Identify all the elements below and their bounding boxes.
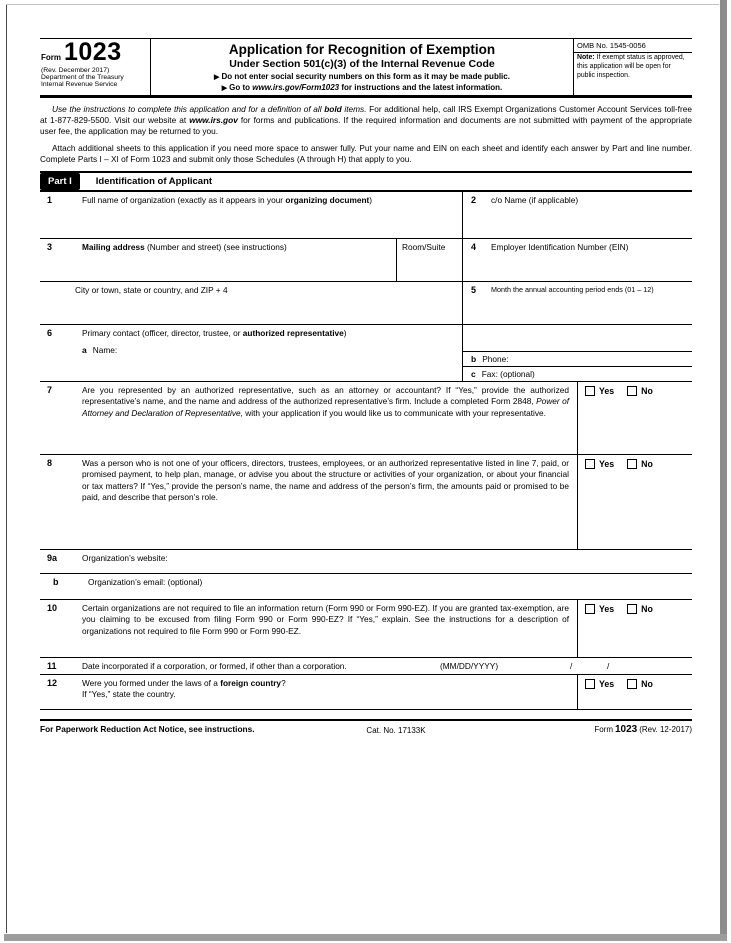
row-line9b (40, 574, 692, 600)
line7-yes-checkbox[interactable] (585, 386, 595, 396)
room-suite-input-area[interactable] (402, 253, 462, 281)
row-line8 (40, 455, 692, 550)
department-line-1: Department of the Treasury (41, 73, 124, 81)
line8-no-label: No (641, 459, 653, 470)
line9a-label: Organization’s website: (82, 553, 168, 564)
line7-question: Are you represented by an authorized representative, such as an attorney or accountant? If “Yes,” provide the authorized representative’s name, and the name and address of the authorized representative’s firm. Include a completed Form 2848, Power of Attorney and Declaration of Representative, with your application if you would like us to communicate with your representative. (82, 385, 569, 418)
email-input-area[interactable] (202, 574, 692, 599)
line5-number: 5 (471, 285, 477, 296)
city-cell (40, 282, 463, 324)
city-label: City or town, state or country, and ZIP + 4 (75, 285, 228, 296)
line6c-fax-cell (463, 366, 692, 381)
department-line-2: Internal Revenue Service (41, 80, 118, 88)
line10-number: 10 (47, 603, 58, 614)
co-name-input-area[interactable] (491, 206, 692, 238)
line8-no-checkbox[interactable] (627, 459, 637, 469)
date-format-label: (MM/DD/YYYY) (440, 661, 499, 672)
line6b-phone-cell (463, 351, 692, 366)
footer-form-number: 1023 (614, 724, 638, 736)
line10-yes-label: Yes (599, 604, 615, 615)
line12-no-checkbox[interactable] (627, 679, 637, 689)
line8-number: 8 (47, 458, 53, 469)
form-revision: (Rev. December 2017) (41, 66, 110, 74)
contact-name-input-area[interactable] (82, 356, 462, 381)
form-content (40, 38, 692, 735)
public-inspection-note (574, 53, 692, 82)
row-line12 (40, 675, 692, 710)
part1-header-bar (40, 171, 692, 192)
line6-label: Primary contact (officer, director, trustee, or authorized representative) (82, 328, 347, 339)
form1023-url: www.irs.gov/Form1023 (252, 83, 340, 92)
line6a-label: a Name: (82, 344, 118, 355)
footer-revision: (Rev. 12-2017) (639, 725, 692, 735)
line8-question: Was a person who is not one of your officers, directors, trustees, employees, or an authorized representative listed in line 7, paid, or promised payment, to help plan, manage, or advise you about the structure or activities of your organization, or about your financial or tax matters? If “Yes,” provide the person’s name, the name and address of the person’s firm, the amounts paid or promised to be paid, and describe that person’s role. (82, 458, 569, 502)
line12-question-line1: Were you formed under the laws of a foreign country? (82, 678, 286, 689)
line10-no-label: No (641, 604, 653, 615)
part1-label: Part I (40, 173, 80, 190)
intro-p1-italic-end: items. (341, 104, 367, 114)
line4-label: Employer Identification Number (EIN) (491, 242, 629, 253)
line11-number: 11 (47, 661, 57, 672)
line12-yes-label: Yes (599, 679, 615, 690)
ein-input-area[interactable] (491, 253, 692, 281)
goto-instructions-notice (157, 83, 567, 92)
intro-p1-text-end: for forms and publications. If the required information and documents are not submitted with payment of the appropriate user fee, the application may be returned to you. (40, 115, 692, 137)
row-lines-3-4 (40, 239, 692, 282)
intro-p1-bold-word: bold (324, 104, 342, 114)
instructions-intro (40, 98, 692, 165)
line12-no-label: No (641, 679, 653, 690)
note-label: Note: (577, 54, 595, 61)
goto-text-pre: Go to (229, 83, 253, 92)
line1-cell (40, 192, 463, 238)
city-state-zip-input-area[interactable] (75, 296, 462, 324)
scan-edge-left (6, 4, 7, 933)
website-input-area[interactable] (168, 550, 692, 573)
date-incorporated-input-area[interactable] (347, 658, 692, 674)
line7-italic-title: Power of Attorney and Declaration of Representative, (82, 396, 569, 418)
row-city-line5 (40, 282, 692, 325)
line7-number: 7 (47, 385, 53, 396)
form-word: Form (41, 52, 61, 62)
row-line9a (40, 550, 692, 574)
line12-question-line2: If “Yes,” state the country. (82, 689, 176, 700)
line6-number: 6 (47, 328, 53, 339)
form-subtitle: Under Section 501(c)(3) of the Internal Revenue Code (229, 58, 495, 70)
row-line7 (40, 382, 692, 455)
line6c-label: Fax: (optional) (481, 369, 535, 380)
line8-yes-checkbox[interactable] (585, 459, 595, 469)
scan-edge-top (6, 4, 719, 5)
part1-title: Identification of Applicant (95, 176, 213, 188)
line6-cell (40, 325, 463, 381)
line7-yes-label: Yes (599, 386, 615, 397)
line1-number: 1 (47, 195, 53, 206)
line3-cell (40, 239, 463, 281)
intro-p1-text: For additional help, call IRS Exempt Organizations Customer Account Services toll-free at 1-877-829-5500. Visit our website at (40, 104, 692, 126)
line7-yesno-cell (577, 382, 692, 454)
line6-right-blank (463, 325, 692, 351)
line6c-number: c (471, 369, 476, 380)
line6b-number: b (471, 354, 477, 365)
mailing-address-cell (40, 239, 396, 281)
part1-body (40, 192, 692, 710)
org-name-input-area[interactable] (82, 206, 462, 238)
line12-question (82, 675, 577, 709)
footer-form-word: Form (594, 725, 613, 735)
catalog-number: Cat. No. 17133K (366, 726, 426, 736)
line5-cell (463, 282, 692, 324)
line10-no-checkbox[interactable] (627, 604, 637, 614)
line9a-number: 9a (47, 553, 58, 564)
line2-cell (463, 192, 692, 238)
omb-block (573, 39, 692, 95)
accounting-month-input-area[interactable] (491, 295, 692, 325)
no-ssn-notice (157, 72, 567, 81)
omb-number: OMB No. 1545-0056 (574, 39, 692, 53)
form-number: 1023 (64, 38, 122, 66)
scan-edge-bottom (4, 934, 727, 941)
line3-number: 3 (47, 242, 53, 253)
intro-p1-italic: Use the instructions to complete this application and for a definition of all (52, 104, 325, 114)
date-slash-1: / (570, 661, 573, 672)
line3-label: Mailing address (Number and street) (see instructions) (82, 242, 287, 253)
line10-question: Certain organizations are not required to file an information return (Form 990 or Form 990-EZ). If you are granted tax-exemption, are you claiming to be excused from filing Form 990 or Form 990-EZ? If “Yes,” explain. See the instructions for a description of organizations not required to file Form 990 or Form 990-EZ. (82, 603, 569, 636)
form-number-block (40, 39, 151, 95)
line8-yesno-cell (577, 455, 692, 549)
line5-label: Month the annual accounting period ends (01 – 12) (491, 285, 654, 295)
line9b-number: b (53, 577, 59, 588)
line2-number: 2 (471, 195, 477, 206)
intro-paragraph-1 (40, 104, 692, 137)
line4-cell (463, 239, 692, 281)
arrow-icon: ▶ (221, 85, 228, 92)
line8-yes-label: Yes (599, 459, 615, 470)
line9b-label: Organization’s email: (optional) (88, 577, 203, 588)
row-lines-1-2 (40, 192, 692, 239)
line4-number: 4 (471, 242, 477, 253)
row-line10 (40, 600, 692, 658)
form-header (40, 38, 692, 98)
line2-label: c/o Name (if applicable) (491, 195, 579, 206)
line12-yes-checkbox[interactable] (585, 679, 595, 689)
line11-label: Date incorporated if a corporation, or formed, if other than a corporation. (82, 661, 347, 672)
page-footer (40, 719, 692, 735)
no-ssn-text: Do not enter social security numbers on this form as it may be made public. (221, 72, 510, 81)
form-title-block (151, 39, 573, 95)
line10-yes-checkbox[interactable] (585, 604, 595, 614)
room-suite-label: Room/Suite (402, 242, 446, 253)
form-number-row (41, 38, 147, 66)
scan-edge-right (720, 0, 727, 939)
line12-number: 12 (47, 678, 58, 689)
arrow-icon: ▶ (214, 74, 220, 81)
line6b-label: Phone: (482, 354, 509, 365)
paperwork-notice: For Paperwork Reduction Act Notice, see instructions. (40, 724, 255, 735)
intro-paragraph-2: Attach additional sheets to this application if you need more space to answer fully. Put your name and EIN on each sheet and identify each answer by Part and line number. Complete Parts I – XI of Form 1023 and submit only those Schedules (A through H) that apply to you. (40, 143, 692, 165)
line10-yesno-cell (577, 600, 692, 657)
line7-no-checkbox[interactable] (627, 386, 637, 396)
room-suite-cell (396, 239, 462, 281)
row-line6 (40, 325, 692, 382)
line12-yesno-cell (577, 675, 692, 709)
form-title: Application for Recognition of Exemption (228, 42, 496, 57)
line7-no-label: No (641, 386, 653, 397)
line1-label: Full name of organization (exactly as it appears in your organizing document) (82, 195, 373, 206)
line6bc-cell (463, 325, 692, 381)
mailing-address-input-area[interactable] (82, 253, 396, 281)
note-text: If exempt status is approved, this application will be open for public inspection. (577, 54, 685, 79)
goto-text-post: for instructions and the latest information. (339, 83, 503, 92)
irs-url: www.irs.gov (189, 115, 238, 126)
date-slash-2: / (607, 661, 610, 672)
footer-gap (40, 710, 692, 719)
row-line11 (40, 658, 692, 675)
